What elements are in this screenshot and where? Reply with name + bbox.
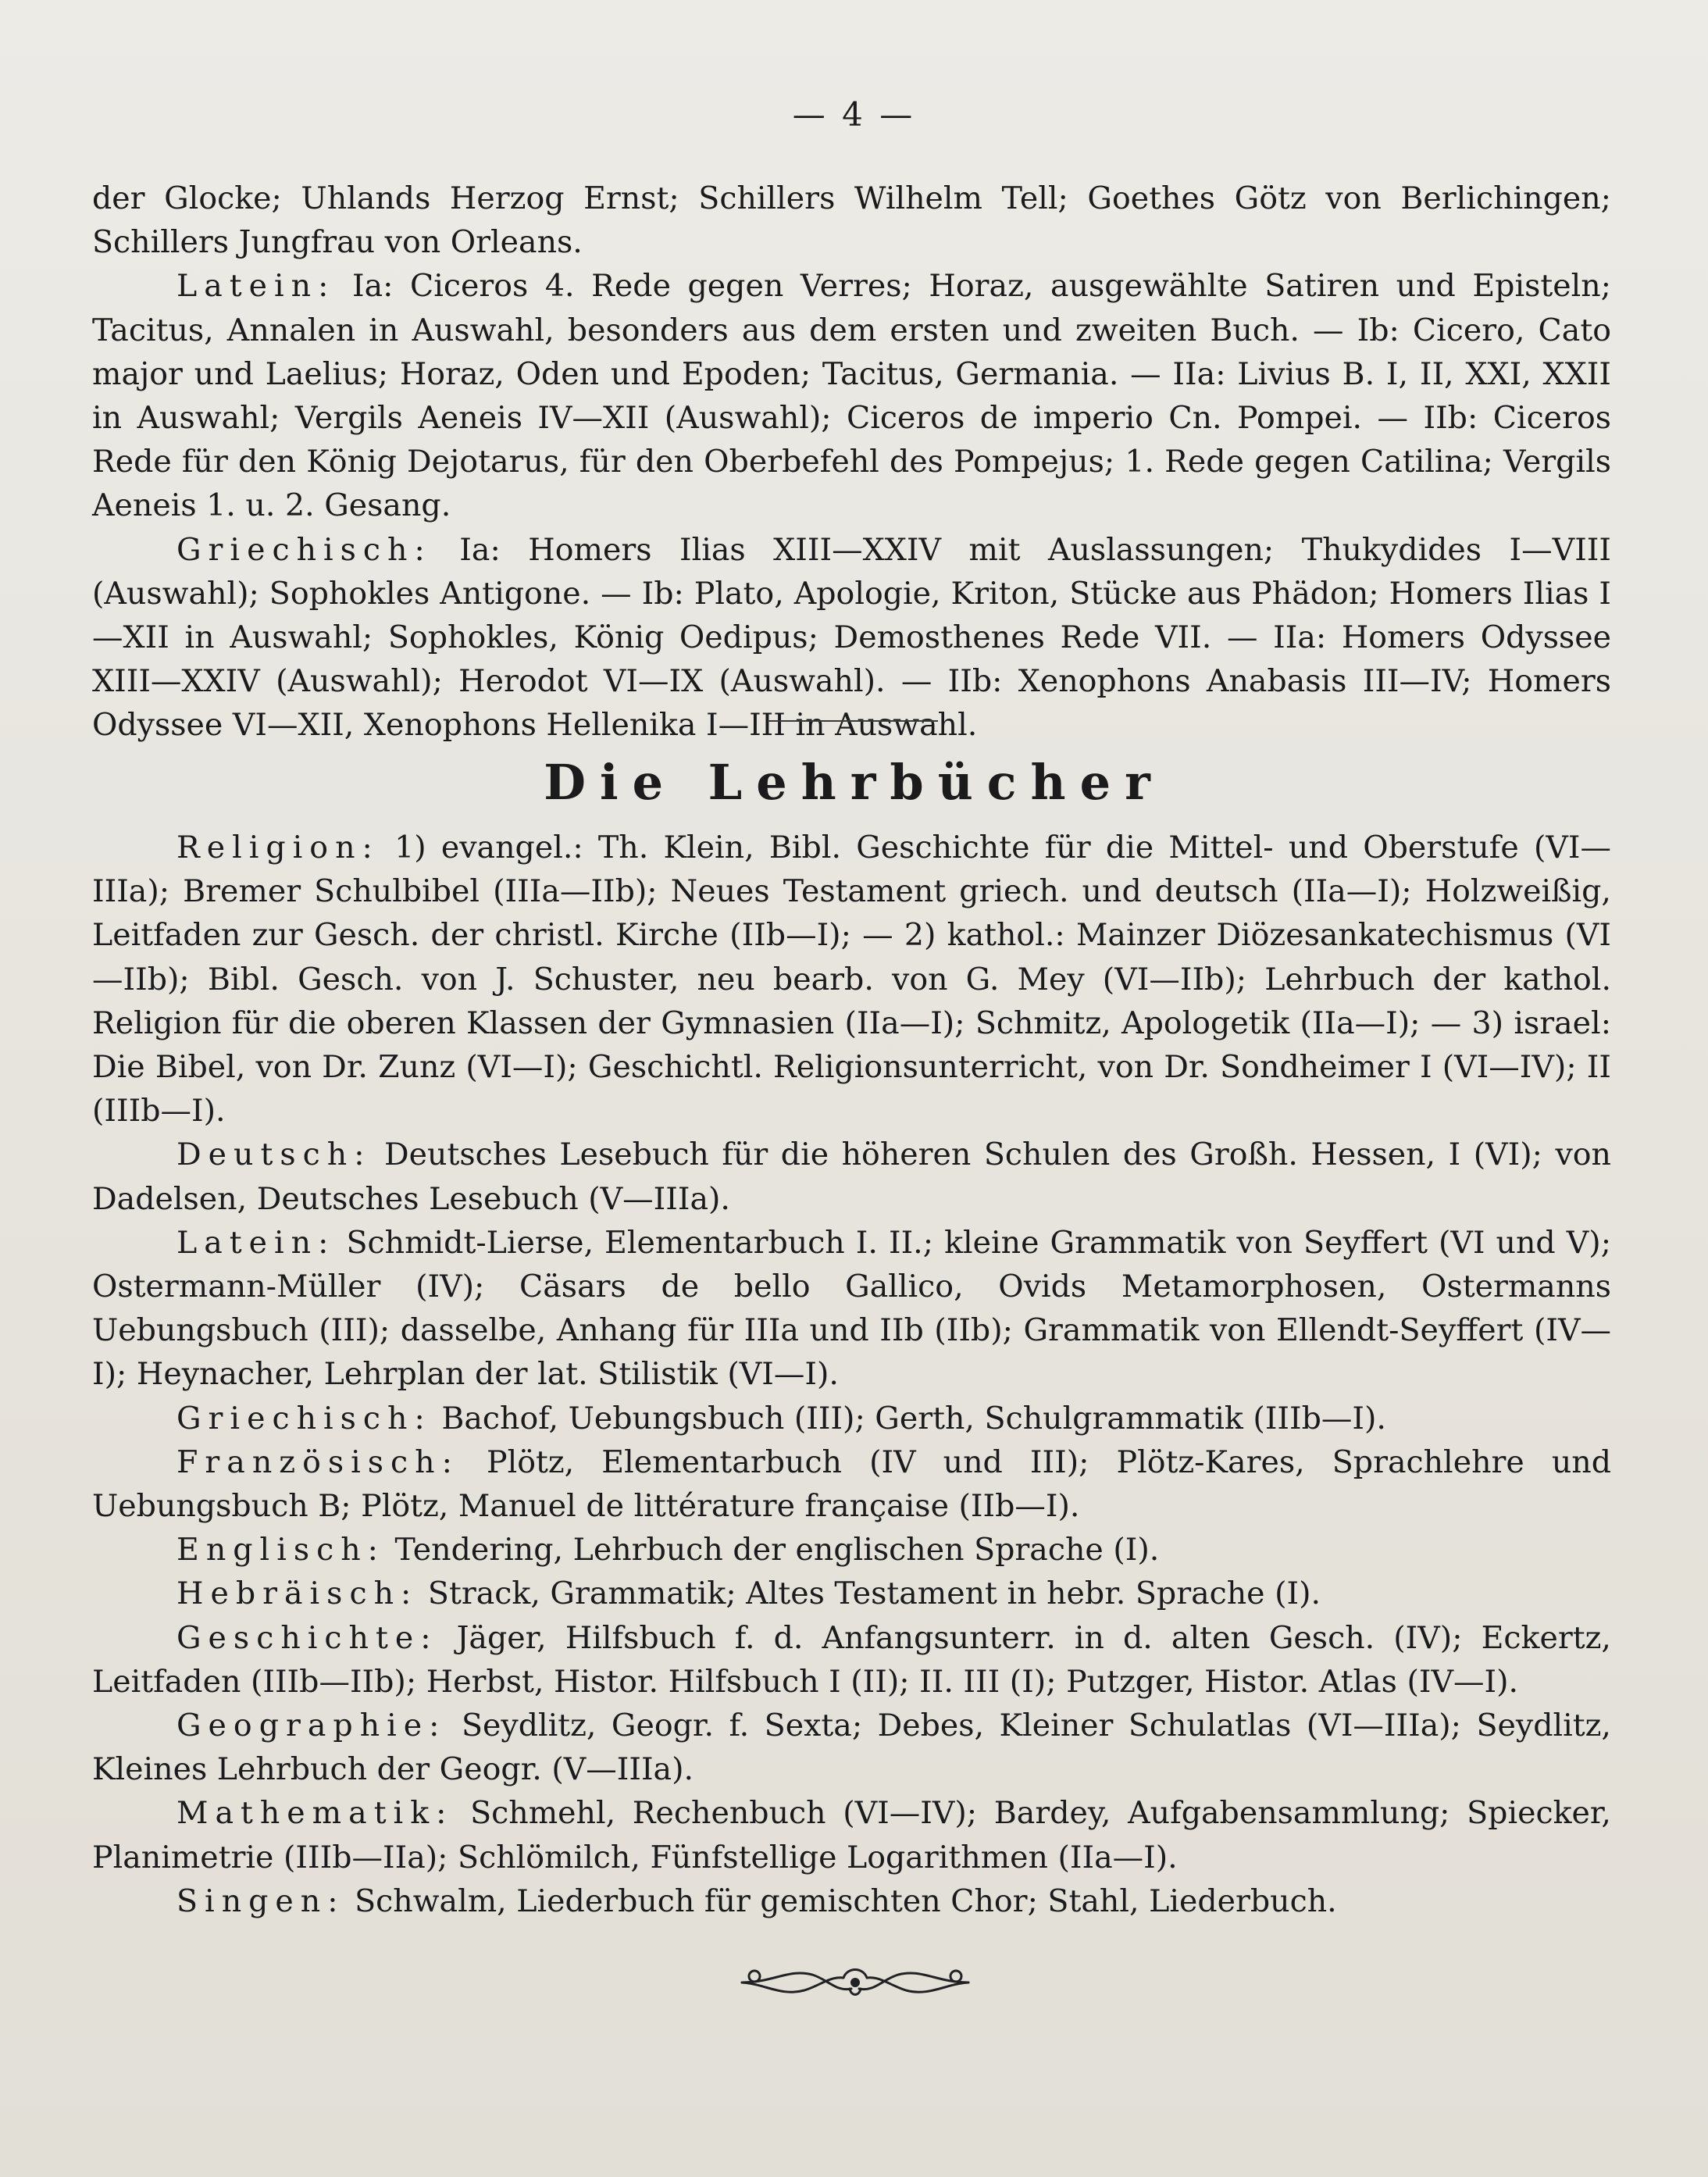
paragraph-text: Ia: Ciceros 4. Rede gegen Verres; Horaz, ausgewählte Satiren und Episteln; Tacitus, Annalen in Auswahl, besonders aus dem ersten und zweiten Buch. — Ib: Cicero, Cato major und Laelius; Horaz, Oden und Epoden; Tacitus, Germania. — IIa: Livius B. I, II, XXI, XXII in Auswahl; Vergils Aeneis IV—XII (Auswahl); Ciceros de imperio Cn. Pompei. — IIb: Ciceros Rede für den König Dejotarus, für den Oberbefehl des Pompejus; 1. Rede gegen Catilina; Vergils Aeneis 1. u. 2. Gesang. — [92, 268, 1611, 524]
subject-label: Hebräisch: — [177, 1576, 419, 1612]
textbooks-section — [92, 826, 1611, 1923]
subject-label: Geschichte: — [177, 1619, 438, 1656]
textbook-entry-englisch — [92, 1528, 1611, 1572]
entry-text: Jäger, Hilfsbuch f. d. Anfangsunterr. in d. alten Gesch. (IV); Eckertz, Leitfaden (IIIb—IIb); Herbst, Histor. Hilfsbuch I (II); II. III (I); Putzger, Histor. Atlas (IV—I). — [92, 1619, 1611, 1700]
entry-text: Deutsches Lesebuch für die höheren Schulen des Großh. Hessen, I (VI); von Dadelsen, Deutsches Lesebuch (V—IIIa). — [92, 1137, 1611, 1217]
entry-text: Schwalm, Liederbuch für gemischten Chor; Stahl, Liederbuch. — [355, 1883, 1337, 1919]
reading-list-section — [92, 177, 1611, 748]
textbook-entry-geographie — [92, 1704, 1611, 1791]
intro-paragraph: der Glocke; Uhlands Herzog Ernst; Schillers Wilhelm Tell; Goethes Götz von Berlichingen; Schillers Jungfrau von Orleans. — [92, 180, 1611, 261]
page-number: — 4 — — [792, 95, 916, 134]
subject-label: Religion: — [177, 830, 380, 865]
entry-text: Plötz, Elementarbuch (IV und III); Plötz-Kares, Sprachlehre und Uebungsbuch B; Plötz, Manuel de littérature française (IIb—I). — [92, 1444, 1611, 1525]
entry-text: Strack, Grammatik; Altes Testament in hebr. Sprache (I). — [427, 1576, 1321, 1612]
textbook-entry-franzoesisch — [92, 1440, 1611, 1528]
entry-text: Seydlitz, Geogr. f. Sexta; Debes, Kleiner Schulatlas (VI—IIIa); Seydlitz, Kleines Lehrbuch der Geogr. (V—IIIa). — [92, 1708, 1611, 1788]
subject-label: Englisch: — [177, 1532, 385, 1569]
entry-text: 1) evangel.: Th. Klein, Bibl. Geschichte für die Mittel- und Oberstufe (VI—IIIa); Bremer Schulbibel (IIIa—IIb); Neues Testament griech. und deutsch (IIa—I); Holzweißig, Leitfaden zur Gesch. der christl. Kirche (IIb—I); — 2) kathol.: Mainzer Diözesankatechismus (VI—IIb); Bibl. Gesch. von J. Schuster, neu bearb. von G. Mey (VI—IIb); Lehrbuch der kathol. Religion für die oberen Klassen der Gymnasien (IIa—I); Schmitz, Apologetik (IIa—I); — 3) israel: Die Bibel, von Dr. Zunz (VI—I); Geschichtl. Religionsunterricht, von Dr. Sondheimer I (VI—IV); II (IIIb—I). — [92, 830, 1611, 1130]
paragraph-latein-reading — [92, 264, 1611, 527]
subject-label: Deutsch: — [177, 1137, 372, 1173]
subject-label: Singen: — [177, 1883, 345, 1919]
subject-label: Mathematik: — [177, 1795, 454, 1832]
textbook-entry-deutsch — [92, 1133, 1611, 1220]
paragraph-text: Ia: Homers Ilias XIII—XXIV mit Auslassungen; Thukydides I—VIII (Auswahl); Sophokles Antigone. — Ib: Plato, Apologie, Kriton, Stücke aus Phädon; Homers Ilias I—XII in Auswahl; Sophokles, König Oedipus; Demosthenes Rede VII. — IIa: Homers Odyssee XIII—XXIV (Auswahl); Herodot VI—IX (Auswahl). — IIb: Xenophons Anabasis III—IV; Homers Odyssee VI—XII, Xenophons Hellenika I—III in Auswahl. — [92, 531, 1611, 744]
subject-label: Französisch: — [177, 1444, 459, 1480]
subject-label: Latein: — [177, 268, 336, 305]
entry-text: Schmidt-Lierse, Elementarbuch I. II.; kleine Grammatik von Seyffert (VI und V); Ostermann-Müller (IV); Cäsars de bello Gallico, Ovids Metamorphosen, Ostermanns Uebungsbuch (III); dasselbe, Anhang für IIIa und IIb (IIb); Grammatik von Ellendt-Seyffert (IV—I); Heynacher, Lehrplan der lat. Stilistik (VI—I). — [92, 1224, 1612, 1393]
entry-text: Tendering, Lehrbuch der englischen Sprache (I). — [394, 1532, 1160, 1569]
section-heading: Die Lehrbücher — [544, 754, 1164, 811]
textbook-entry-mathematik — [92, 1791, 1611, 1879]
textbook-entry-griechisch — [92, 1397, 1611, 1440]
textbook-entry-religion — [92, 826, 1611, 1133]
ornament-icon — [726, 1953, 984, 2007]
entry-text: Schmehl, Rechenbuch (VI—IV); Bardey, Aufgabensammlung; Spiecker, Planimetrie (IIIb—IIa); Schlömilch, Fünfstellige Logarithmen (IIa—I). — [92, 1795, 1611, 1875]
textbook-entry-geschichte — [92, 1616, 1611, 1704]
entry-text: Bachof, Uebungsbuch (III); Gerth, Schulgrammatik (IIIb—I). — [441, 1400, 1386, 1436]
subject-label: Geographie: — [177, 1708, 447, 1744]
textbook-entry-hebraeisch — [92, 1572, 1611, 1615]
subject-label: Latein: — [177, 1224, 336, 1261]
textbook-entry-singen — [92, 1879, 1611, 1923]
subject-label: Griechisch: — [177, 531, 432, 568]
paragraph-griechisch-reading — [92, 528, 1611, 748]
subject-label: Griechisch: — [177, 1400, 432, 1436]
textbook-entry-latein — [92, 1221, 1611, 1397]
section-divider — [768, 720, 938, 722]
